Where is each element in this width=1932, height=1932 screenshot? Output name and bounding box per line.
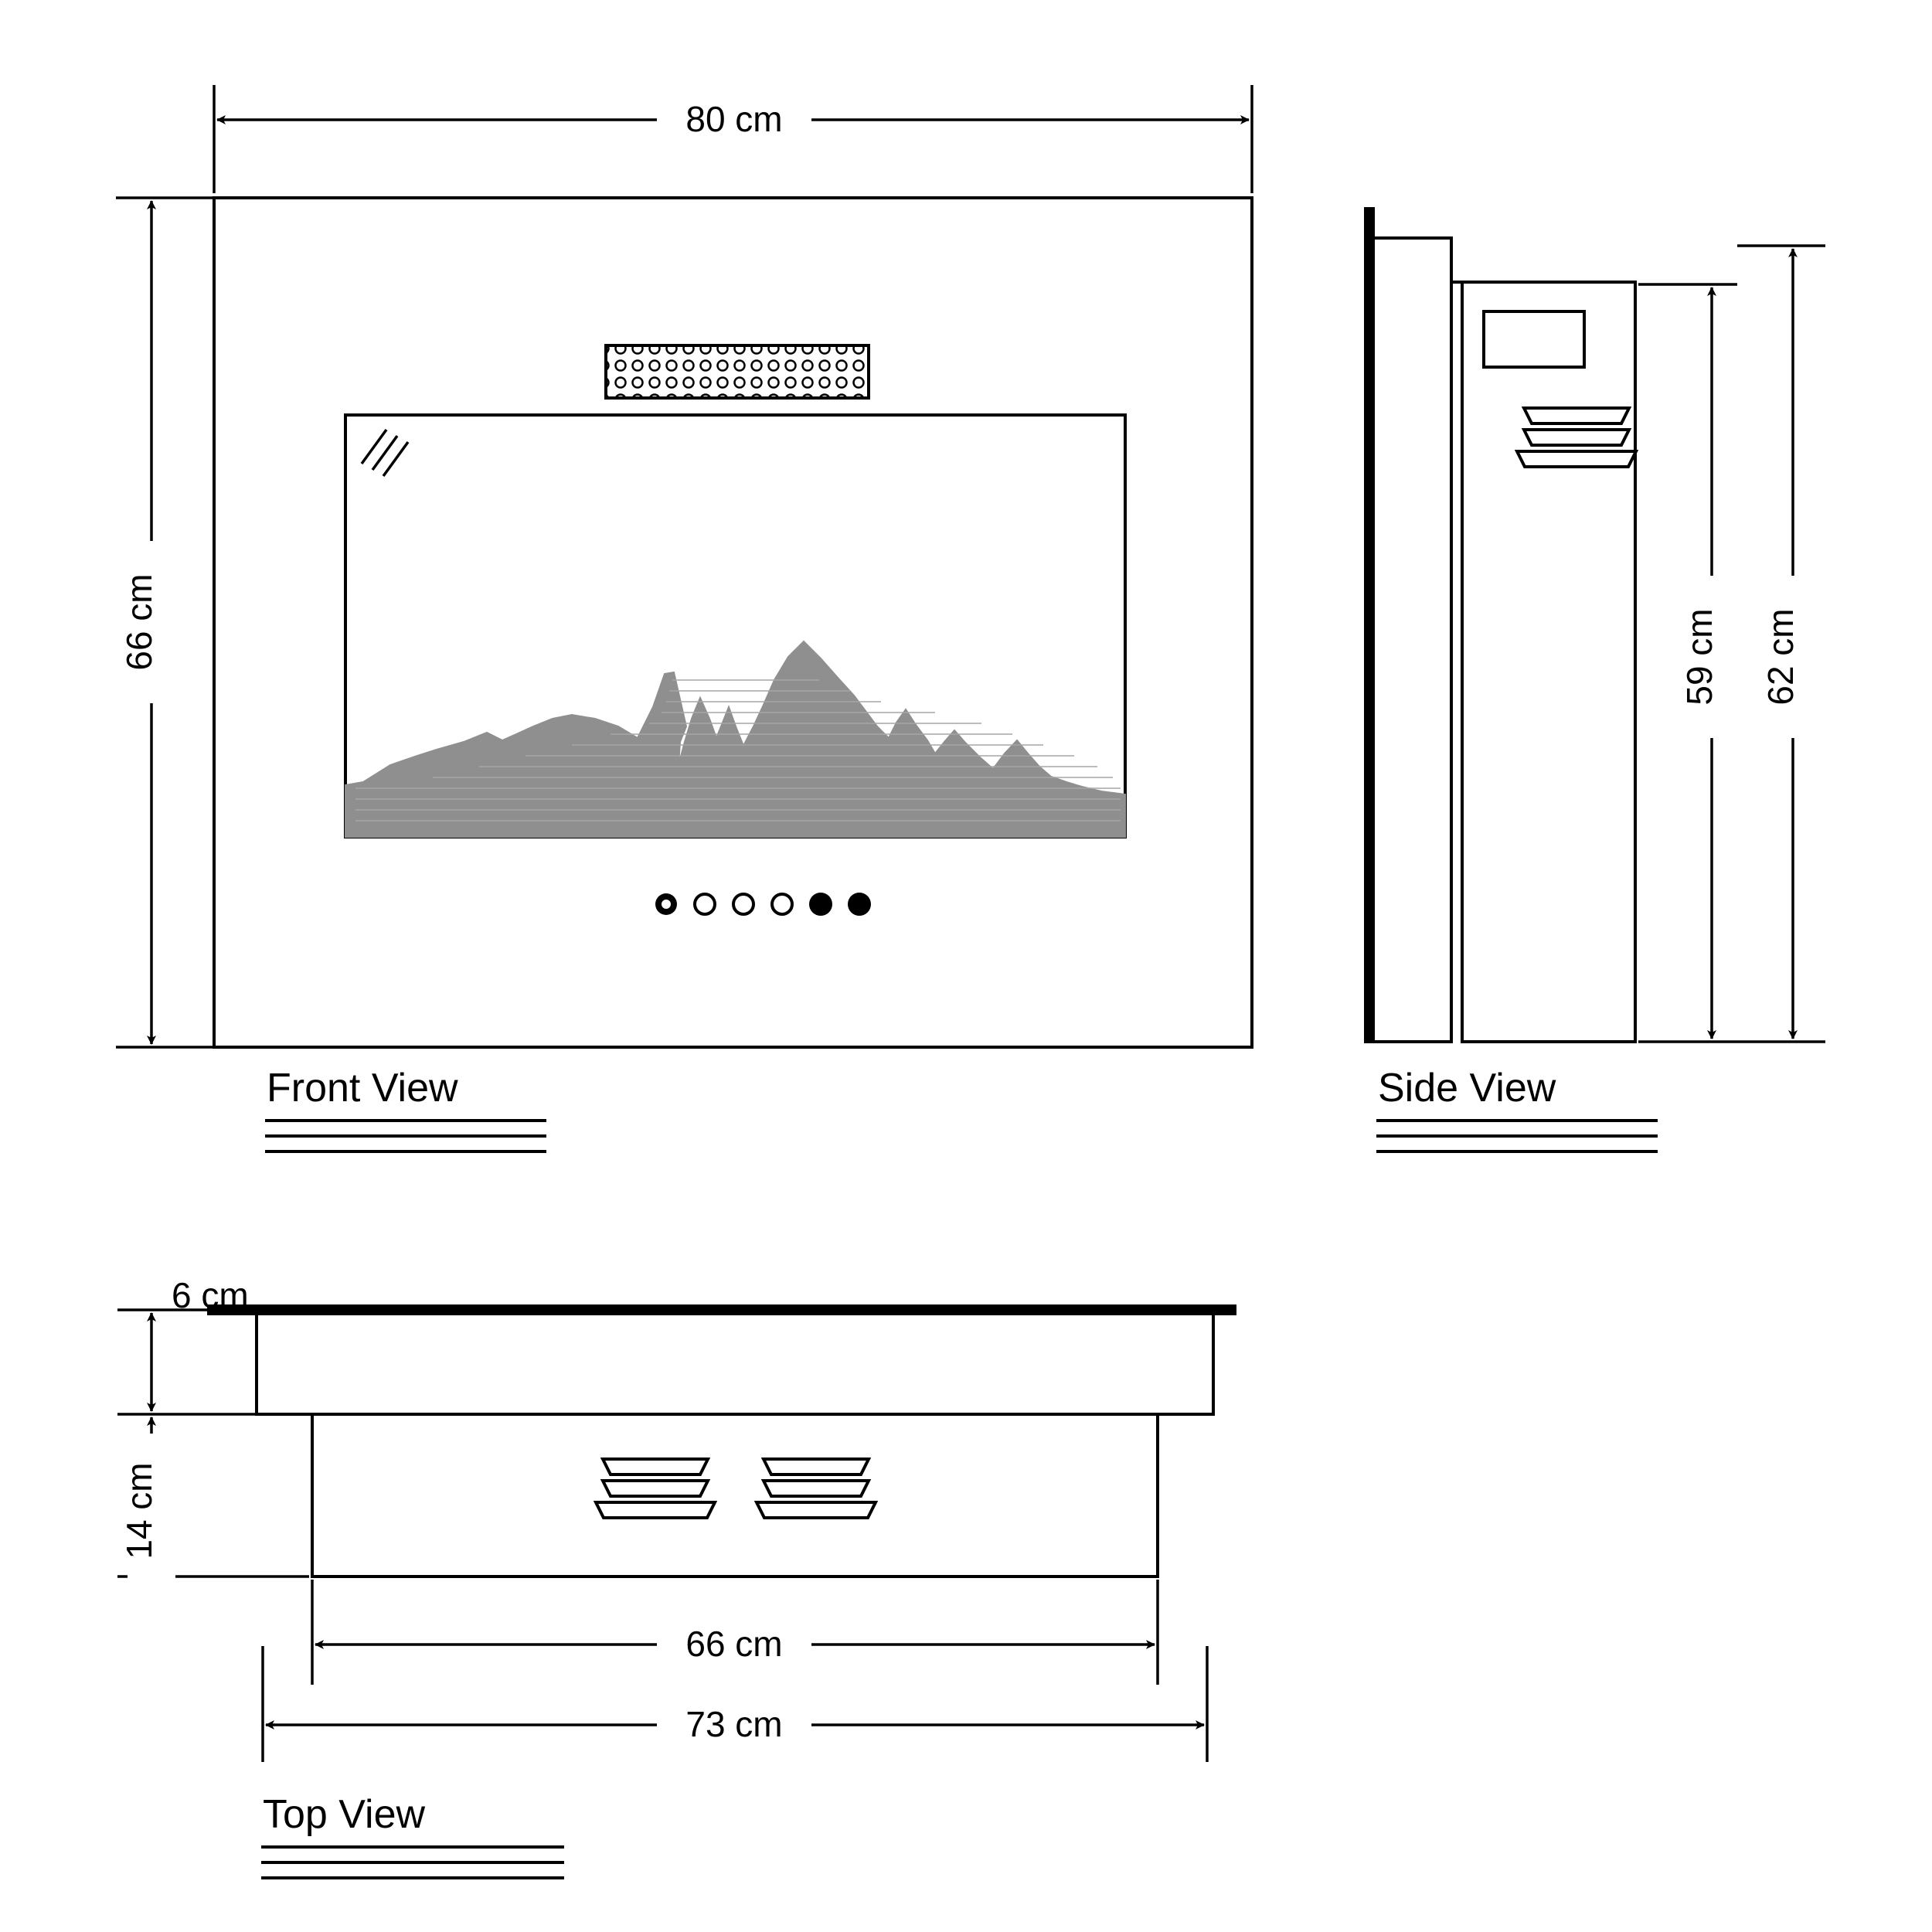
top-depth-small-label: 6 cm: [172, 1275, 249, 1315]
front-width-label: 80 cm: [685, 99, 783, 139]
top-width-outer-label: 73 cm: [685, 1704, 783, 1744]
side-inner-height-label: 59 cm: [1679, 608, 1719, 706]
front-view-label: Front View: [267, 1066, 458, 1111]
side-view-label: Side View: [1378, 1066, 1556, 1111]
control-button-2[interactable]: [695, 894, 715, 914]
vent-grille: [606, 345, 869, 398]
top-depth-large-label: 14 cm: [119, 1462, 159, 1560]
front-height-label: 66 cm: [119, 573, 159, 671]
control-button-power-inner: [662, 900, 671, 909]
control-button-4[interactable]: [772, 894, 792, 914]
top-view-label: Top View: [263, 1792, 426, 1837]
control-button-3[interactable]: [733, 894, 753, 914]
vent-grille-perforation: [606, 345, 869, 398]
side-outer-height-label: 62 cm: [1760, 608, 1801, 706]
control-button-5[interactable]: [809, 893, 832, 916]
top-width-inner-label: 66 cm: [685, 1624, 783, 1664]
control-button-6[interactable]: [848, 893, 871, 916]
